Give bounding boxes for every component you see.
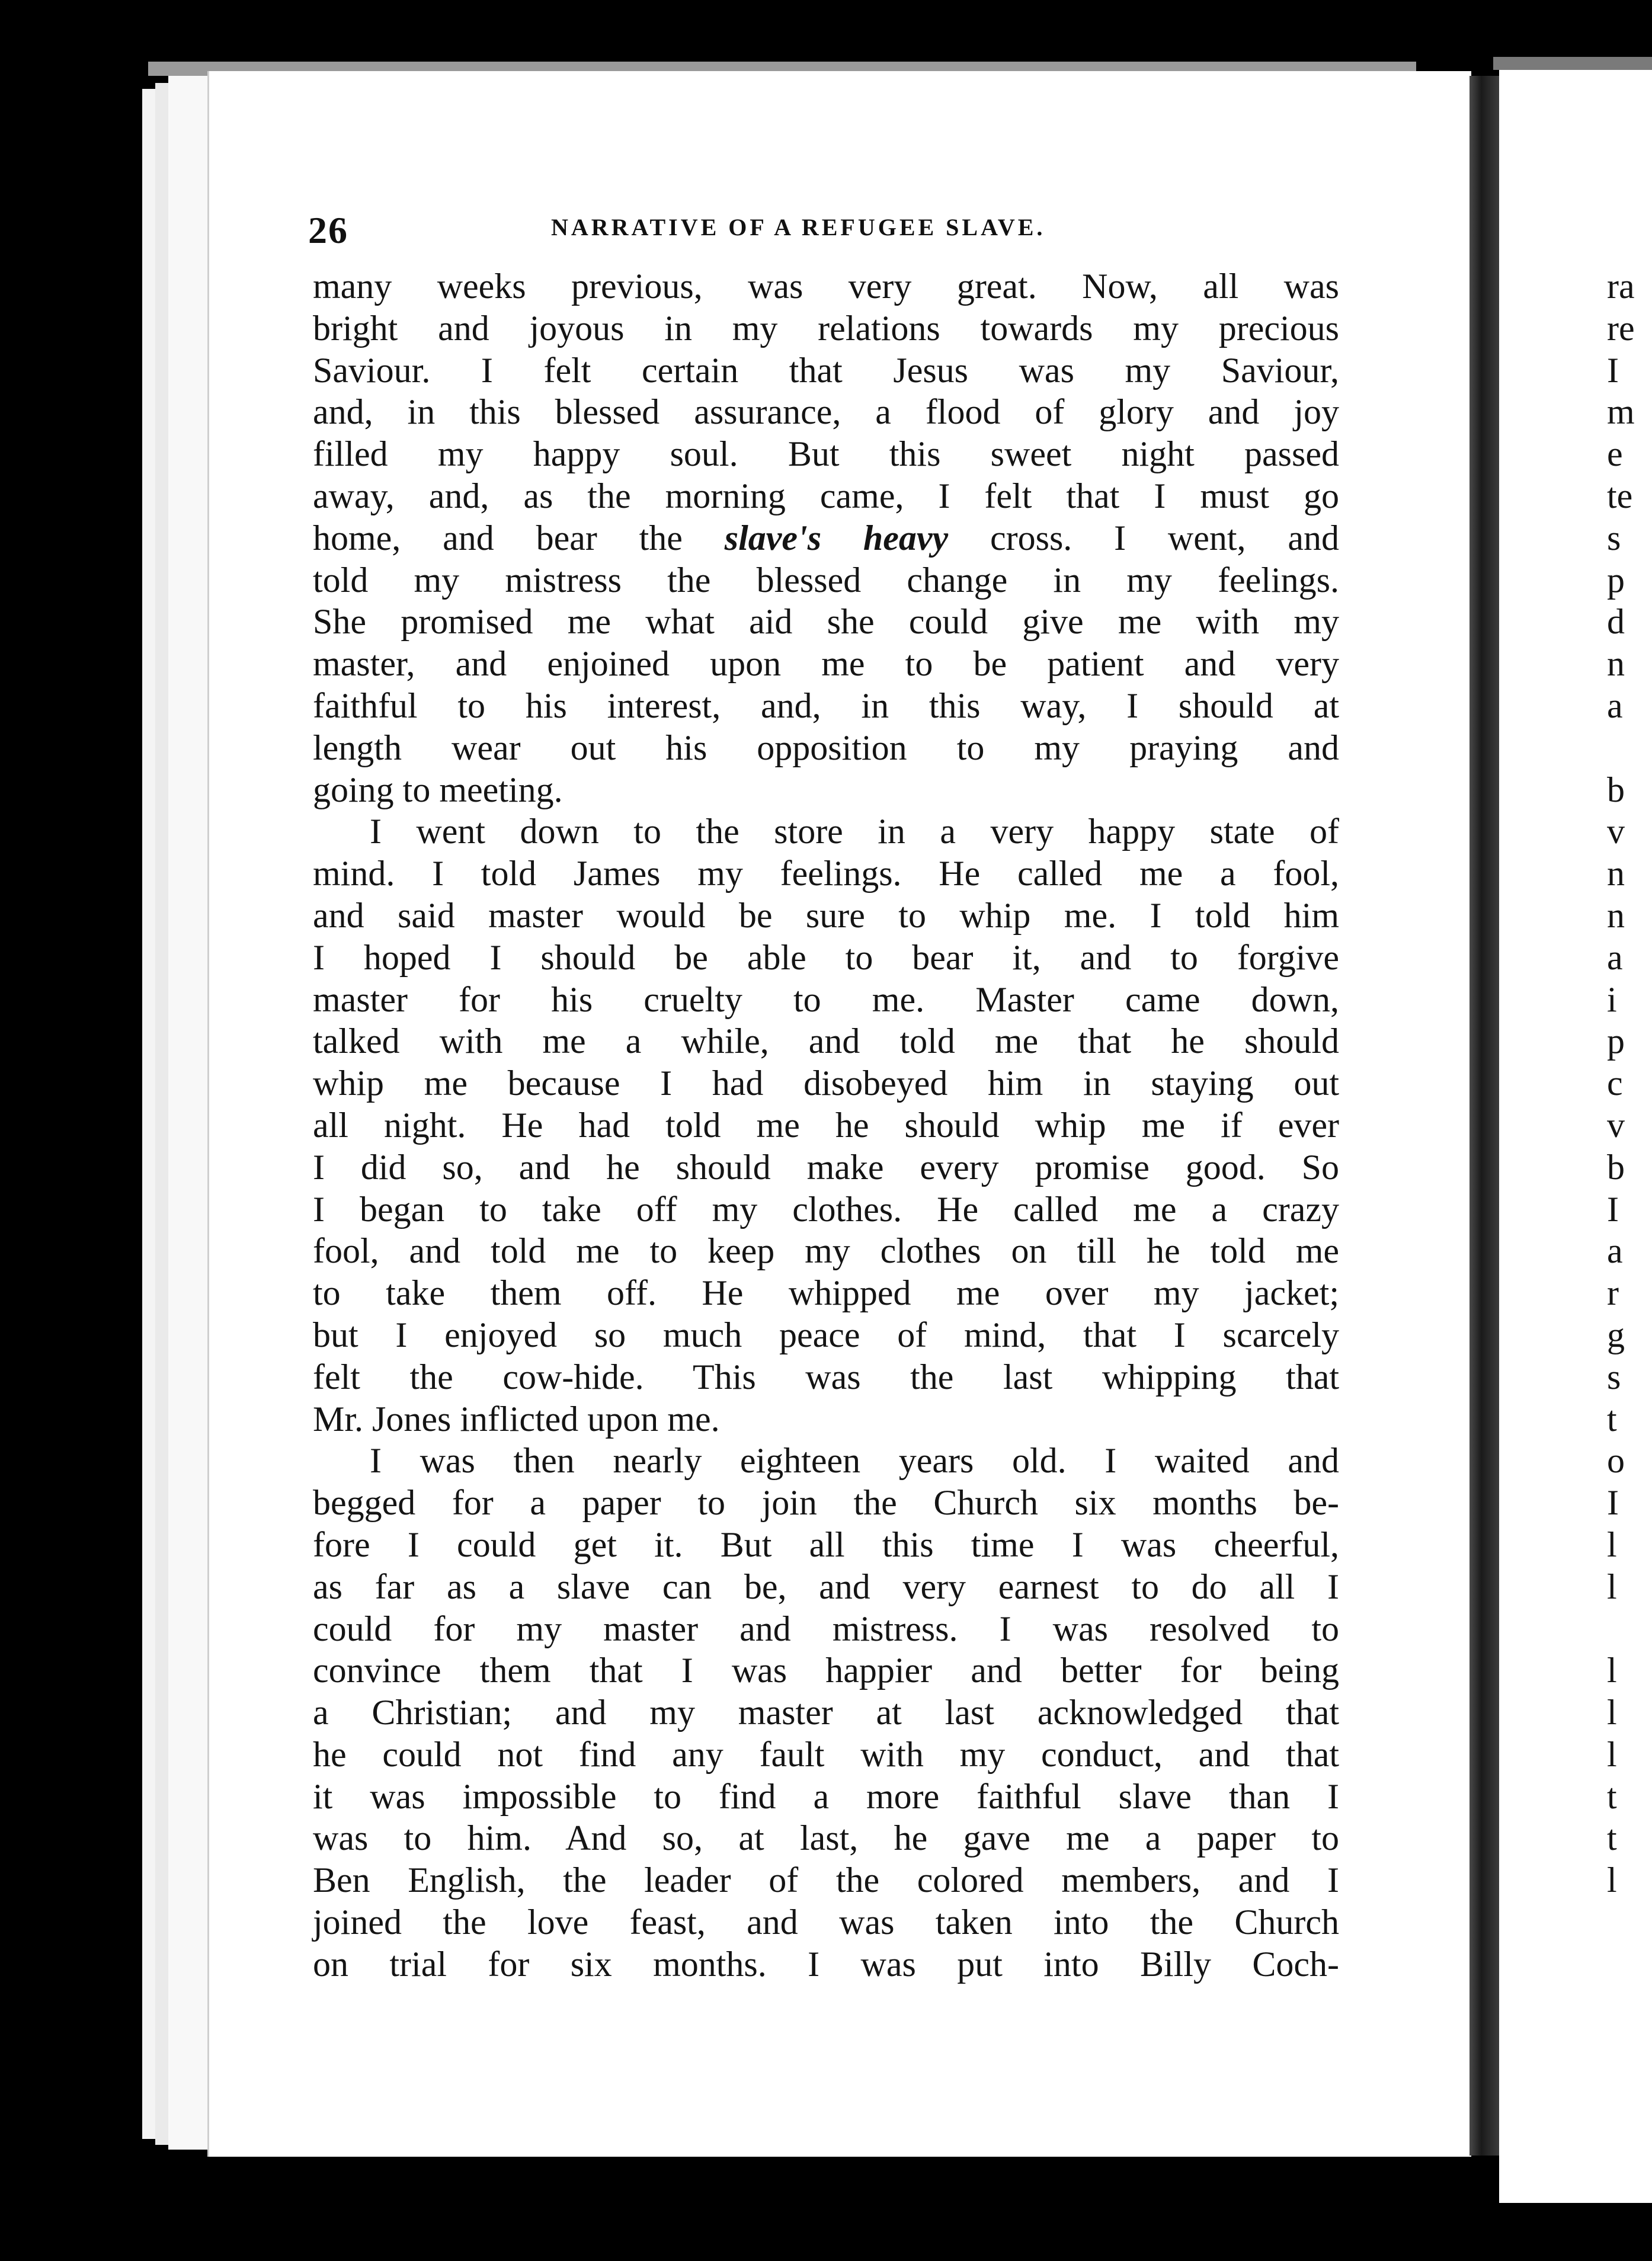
- text-line: joined the love feast, and was taken into the Church: [313, 1903, 1339, 1942]
- text-line: Mr. Jones inflicted upon me.: [313, 1399, 720, 1439]
- paragraph-1: [313, 265, 1339, 811]
- text-line: bright and joyous in my relations towards my precious: [313, 308, 1339, 348]
- text-line: he could not find any fault with my conduct, and that: [313, 1734, 1339, 1774]
- text-run: cross. I went, and: [948, 518, 1339, 558]
- text-line: fore I could get it. But all this time I was cheerful,: [313, 1525, 1339, 1564]
- facing-page-fragment: t: [1607, 1776, 1617, 1816]
- facing-page-fragment: s: [1607, 518, 1621, 558]
- text-line: but I enjoyed so much peace of mind, that I scarcely: [313, 1315, 1339, 1354]
- facing-page-fragment: i: [1607, 979, 1617, 1019]
- facing-page-fragment: l: [1607, 1651, 1617, 1690]
- facing-page-fragment: p: [1607, 560, 1625, 600]
- text-line: a Christian; and my master at last acknowledged that: [313, 1693, 1339, 1732]
- text-line: I began to take off my clothes. He called me a crazy: [313, 1189, 1339, 1229]
- book-gutter: [1469, 76, 1499, 2156]
- facing-page-fragment: v: [1607, 1105, 1625, 1145]
- text-line: many weeks previous, was very great. Now, all was: [313, 267, 1339, 306]
- facing-page-fragment: v: [1607, 812, 1625, 851]
- facing-page-fragment: p: [1607, 1021, 1625, 1061]
- facing-page-fragment: l: [1607, 1693, 1617, 1732]
- facing-page-fragment: I: [1607, 1483, 1619, 1523]
- facing-page-fragment: a: [1607, 937, 1623, 977]
- facing-page-fragment: b: [1607, 770, 1625, 809]
- facing-page-fragment: ra: [1607, 267, 1635, 306]
- facing-page-fragment: I: [1607, 1189, 1619, 1229]
- text-line: talked with me a while, and told me that he should: [313, 1021, 1339, 1061]
- facing-page-fragment: l: [1607, 1734, 1617, 1774]
- body-text: [313, 265, 1339, 1985]
- text-line: going to meeting.: [313, 770, 563, 809]
- text-line: and said master would be sure to whip me. I told him: [313, 895, 1339, 935]
- text-run: home, and bear the: [313, 518, 725, 558]
- text-line: fool, and told me to keep my clothes on till he told me: [313, 1231, 1339, 1271]
- facing-page-fragment: I: [1607, 350, 1619, 390]
- facing-page-fragment: r: [1607, 1273, 1619, 1313]
- text-line: Saviour. I felt certain that Jesus was my Saviour,: [313, 350, 1339, 390]
- facing-page-fragment: t: [1607, 1818, 1617, 1858]
- text-line: was to him. And so, at last, he gave me a paper to: [313, 1818, 1339, 1858]
- facing-page-fragment: n: [1607, 895, 1625, 935]
- text-line: on trial for six months. I was put into Billy Coch-: [313, 1944, 1339, 1984]
- text-line: She promised me what aid she could give me with my: [313, 602, 1339, 642]
- text-line: I was then nearly eighteen years old. I waited and: [370, 1441, 1339, 1481]
- text-line: away, and, as the morning came, I felt that I must go: [313, 476, 1339, 515]
- facing-page-fragment: a: [1607, 1231, 1623, 1271]
- text-line-with-italic: [313, 517, 1339, 559]
- facing-page-fragment: re: [1607, 308, 1635, 348]
- text-line: master for his cruelty to me. Master came down,: [313, 979, 1339, 1019]
- text-line: whip me because I had disobeyed him in staying out: [313, 1064, 1339, 1103]
- italic-phrase: slave's heavy: [724, 518, 949, 558]
- facing-page-fragment: o: [1607, 1441, 1625, 1481]
- paragraph-2: [313, 811, 1339, 1440]
- facing-page-fragment: g: [1607, 1315, 1625, 1354]
- text-line: mind. I told James my feelings. He called me a fool,: [313, 854, 1339, 893]
- text-line: and, in this blessed assurance, a flood of glory and joy: [313, 392, 1339, 432]
- facing-page-fragment: n: [1607, 854, 1625, 893]
- facing-page-fragment: c: [1607, 1064, 1623, 1103]
- facing-page-fragment: te: [1607, 476, 1633, 515]
- facing-page-fragment: d: [1607, 602, 1625, 642]
- text-line: all night. He had told me he should whip me if ever: [313, 1105, 1339, 1145]
- text-line: as far as a slave can be, and very earnest to do all I: [313, 1567, 1339, 1606]
- text-line: length wear out his opposition to my praying and: [313, 728, 1339, 767]
- text-line: I did so, and he should make every promise good. So: [313, 1147, 1339, 1187]
- page-header: [308, 209, 1339, 262]
- text-line: Ben English, the leader of the colored members, and I: [313, 1860, 1339, 1900]
- text-line: convince them that I was happier and better for being: [313, 1651, 1339, 1690]
- facing-page-fragment: t: [1607, 1399, 1617, 1439]
- facing-page-fragment: [1607, 727, 1652, 769]
- text-line: to take them off. He whipped me over my jacket;: [313, 1273, 1339, 1313]
- text-line: filled my happy soul. But this sweet night passed: [313, 434, 1339, 474]
- facing-page-fragment: e: [1607, 434, 1623, 474]
- running-head: NARRATIVE OF A REFUGEE SLAVE.: [551, 214, 1046, 241]
- facing-page-fragment: l: [1607, 1525, 1617, 1564]
- facing-page-fragment: s: [1607, 1357, 1621, 1397]
- facing-page-fragment: [1607, 1608, 1652, 1650]
- facing-page-fragment: a: [1607, 686, 1623, 725]
- text-line: I hoped I should be able to bear it, and to forgive: [313, 937, 1339, 977]
- facing-page-fragment: l: [1607, 1567, 1617, 1606]
- text-line: could for my master and mistress. I was resolved to: [313, 1609, 1339, 1648]
- text-line: it was impossible to find a more faithful slave than I: [313, 1776, 1339, 1816]
- facing-page-fragment: n: [1607, 644, 1625, 684]
- text-line: begged for a paper to join the Church six months be-: [313, 1483, 1339, 1523]
- facing-page-fragment: b: [1607, 1147, 1625, 1187]
- page-number: 26: [308, 209, 348, 251]
- facing-page-fragment: m: [1607, 392, 1635, 432]
- facing-page-fragment: l: [1607, 1860, 1617, 1900]
- text-line: I went down to the store in a very happy state of: [370, 812, 1339, 851]
- paragraph-3: [313, 1440, 1339, 1985]
- text-line: faithful to his interest, and, in this way, I should at: [313, 686, 1339, 725]
- binding-top-edge-right: [1493, 57, 1652, 70]
- facing-page-text-fragments: [1607, 265, 1652, 1901]
- text-line: felt the cow-hide. This was the last whipping that: [313, 1357, 1339, 1397]
- text-line: master, and enjoined upon me to be patient and very: [313, 644, 1339, 684]
- text-line: told my mistress the blessed change in my feelings.: [313, 560, 1339, 600]
